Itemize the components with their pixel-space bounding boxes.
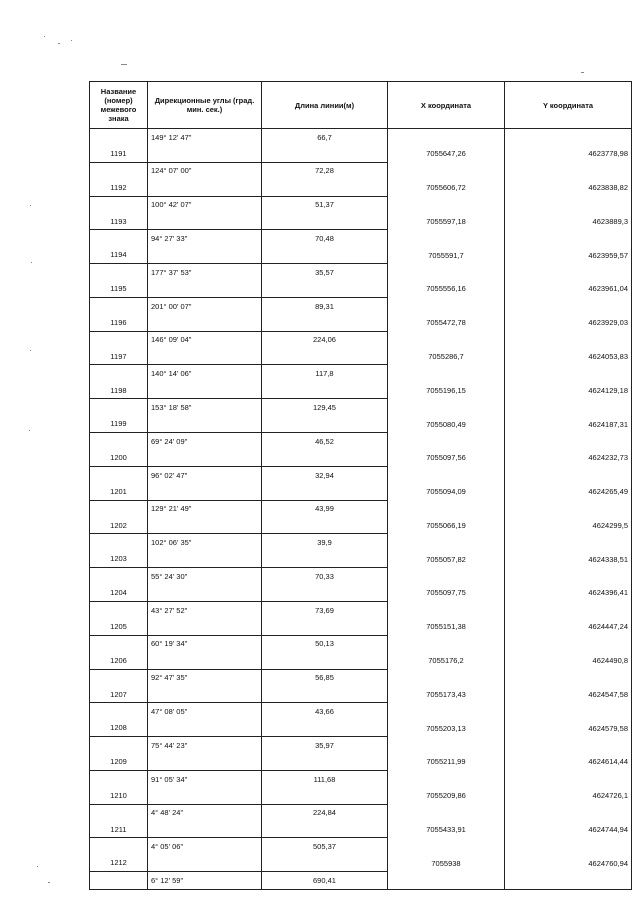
line-length-cell: 73,69 — [262, 601, 388, 618]
empty-cell — [505, 297, 632, 314]
point-row — [90, 145, 632, 162]
segment-row — [90, 196, 632, 213]
empty-cell — [388, 365, 505, 382]
empty-cell — [148, 382, 262, 399]
empty-cell — [148, 753, 262, 770]
segment-row — [90, 534, 632, 551]
empty-cell — [90, 872, 148, 889]
empty-cell — [505, 466, 632, 483]
empty-cell — [505, 331, 632, 348]
empty-cell — [148, 551, 262, 568]
empty-cell — [388, 297, 505, 314]
point-name-cell: 1212 — [90, 855, 148, 872]
line-length-cell: 111,68 — [262, 770, 388, 787]
y-coordinate-cell: 4623889,3 — [505, 213, 632, 230]
segment-row — [90, 230, 632, 247]
empty-cell — [148, 855, 262, 872]
empty-cell — [388, 230, 505, 247]
point-row — [90, 551, 632, 568]
direction-angle-cell: 149° 12' 47" — [148, 129, 262, 146]
point-row — [90, 618, 632, 635]
empty-cell — [148, 449, 262, 466]
x-coordinate-cell: 7055176,2 — [388, 652, 505, 669]
direction-angle-cell: 129° 21' 49" — [148, 500, 262, 517]
empty-cell — [148, 213, 262, 230]
empty-cell — [262, 247, 388, 264]
y-coordinate-cell: 4624614,44 — [505, 753, 632, 770]
x-coordinate-cell: 7055057,82 — [388, 551, 505, 568]
segment-row — [90, 838, 632, 855]
direction-angle-cell: 146° 09' 04" — [148, 331, 262, 348]
y-coordinate-cell: 4624338,51 — [505, 551, 632, 568]
empty-cell — [90, 669, 148, 686]
x-coordinate-cell: 7055209,86 — [388, 787, 505, 804]
direction-angle-cell: 43° 27' 52" — [148, 601, 262, 618]
empty-cell — [505, 365, 632, 382]
header-direction-angle: Дирекционные углы (град. мин. сек.) — [148, 82, 262, 129]
point-row — [90, 517, 632, 534]
segment-row — [90, 466, 632, 483]
empty-cell — [505, 264, 632, 281]
line-length-cell: 505,37 — [262, 838, 388, 855]
point-name-cell: 1193 — [90, 213, 148, 230]
header-line-length: Длина линии(м) — [262, 82, 388, 129]
empty-cell — [262, 618, 388, 635]
point-name-cell: 1192 — [90, 179, 148, 196]
y-coordinate-cell: 4624299,5 — [505, 517, 632, 534]
direction-angle-cell: 47° 08' 05" — [148, 703, 262, 720]
empty-cell — [262, 281, 388, 298]
segment-row — [90, 365, 632, 382]
empty-cell — [90, 770, 148, 787]
point-name-cell: 1204 — [90, 585, 148, 602]
empty-cell — [388, 129, 505, 146]
x-coordinate-cell: 7055080,49 — [388, 416, 505, 433]
point-name-cell: 1202 — [90, 517, 148, 534]
direction-angle-cell: 201° 00' 07" — [148, 297, 262, 314]
empty-cell — [90, 500, 148, 517]
empty-cell — [388, 534, 505, 551]
empty-cell — [148, 652, 262, 669]
direction-angle-cell: 100° 42' 07" — [148, 196, 262, 213]
empty-cell — [148, 483, 262, 500]
empty-cell — [388, 196, 505, 213]
point-row — [90, 483, 632, 500]
empty-cell — [388, 433, 505, 450]
y-coordinate-cell: 4623959,57 — [505, 247, 632, 264]
empty-cell — [505, 770, 632, 787]
empty-cell — [262, 517, 388, 534]
empty-cell — [262, 179, 388, 196]
x-coordinate-cell: 7055606,72 — [388, 179, 505, 196]
empty-cell — [262, 348, 388, 365]
point-row — [90, 281, 632, 298]
empty-cell — [262, 585, 388, 602]
direction-angle-cell: 69° 24' 09" — [148, 433, 262, 450]
empty-cell — [148, 517, 262, 534]
direction-angle-cell: 60° 19' 34" — [148, 635, 262, 652]
empty-cell — [90, 399, 148, 416]
segment-row — [90, 737, 632, 754]
empty-cell — [90, 804, 148, 821]
segment-row — [90, 635, 632, 652]
y-coordinate-cell: 4624726,1 — [505, 787, 632, 804]
empty-cell — [505, 196, 632, 213]
point-row — [90, 821, 632, 838]
empty-cell — [262, 720, 388, 737]
empty-cell — [148, 416, 262, 433]
header-y-coordinate: Y координата — [505, 82, 632, 129]
table-body — [90, 129, 632, 890]
point-name-cell: 1203 — [90, 551, 148, 568]
empty-cell — [388, 162, 505, 179]
empty-cell — [505, 568, 632, 585]
direction-angle-cell: 102° 06' 35" — [148, 534, 262, 551]
x-coordinate-cell: 7055203,13 — [388, 720, 505, 737]
y-coordinate-cell: 4624396,41 — [505, 585, 632, 602]
y-coordinate-cell: 4623838,82 — [505, 179, 632, 196]
segment-row — [90, 129, 632, 146]
empty-cell — [388, 264, 505, 281]
empty-cell — [505, 838, 632, 855]
segment-row — [90, 500, 632, 517]
direction-angle-cell: 124° 07' 00" — [148, 162, 262, 179]
empty-cell — [148, 145, 262, 162]
point-row — [90, 720, 632, 737]
line-length-cell: 43,66 — [262, 703, 388, 720]
empty-cell — [148, 720, 262, 737]
segment-row — [90, 264, 632, 281]
point-name-cell: 1201 — [90, 483, 148, 500]
x-coordinate-cell: 7055433,91 — [388, 821, 505, 838]
point-name-cell: 1195 — [90, 281, 148, 298]
empty-cell — [90, 433, 148, 450]
segment-row — [90, 669, 632, 686]
line-length-cell: 72,28 — [262, 162, 388, 179]
x-coordinate-cell: 7055151,38 — [388, 618, 505, 635]
empty-cell — [262, 686, 388, 703]
empty-cell — [388, 500, 505, 517]
empty-cell — [148, 821, 262, 838]
empty-cell — [90, 534, 148, 551]
empty-cell — [90, 601, 148, 618]
empty-cell — [505, 669, 632, 686]
empty-cell — [505, 399, 632, 416]
line-length-cell: 129,45 — [262, 399, 388, 416]
point-row — [90, 753, 632, 770]
line-length-cell: 224,84 — [262, 804, 388, 821]
empty-cell — [505, 230, 632, 247]
empty-cell — [148, 314, 262, 331]
point-row — [90, 314, 632, 331]
empty-cell — [505, 703, 632, 720]
empty-cell — [388, 872, 505, 889]
direction-angle-cell: 153° 18' 58" — [148, 399, 262, 416]
empty-cell — [388, 331, 505, 348]
point-row — [90, 213, 632, 230]
x-coordinate-cell: 7055597,18 — [388, 213, 505, 230]
point-name-cell: 1194 — [90, 247, 148, 264]
empty-cell — [90, 264, 148, 281]
y-coordinate-cell: 4623961,04 — [505, 281, 632, 298]
empty-cell — [262, 449, 388, 466]
empty-cell — [505, 129, 632, 146]
y-coordinate-cell: 4624760,94 — [505, 855, 632, 872]
empty-cell — [388, 399, 505, 416]
line-length-cell: 46,52 — [262, 433, 388, 450]
line-length-cell: 50,13 — [262, 635, 388, 652]
line-length-cell: 43,99 — [262, 500, 388, 517]
point-row — [90, 855, 632, 872]
point-row — [90, 787, 632, 804]
y-coordinate-cell: 4623778,98 — [505, 145, 632, 162]
y-coordinate-cell: 4624053,83 — [505, 348, 632, 365]
point-name-cell: 1206 — [90, 652, 148, 669]
empty-cell — [148, 247, 262, 264]
line-length-cell: 66,7 — [262, 129, 388, 146]
line-length-cell: 70,33 — [262, 568, 388, 585]
empty-cell — [90, 703, 148, 720]
empty-cell — [148, 281, 262, 298]
empty-cell — [90, 331, 148, 348]
x-coordinate-cell: 7055066,19 — [388, 517, 505, 534]
segment-row — [90, 804, 632, 821]
empty-cell — [262, 483, 388, 500]
y-coordinate-cell: 4624547,58 — [505, 686, 632, 703]
point-row — [90, 652, 632, 669]
point-row — [90, 382, 632, 399]
point-row — [90, 348, 632, 365]
segment-row — [90, 703, 632, 720]
empty-cell — [262, 145, 388, 162]
segment-row — [90, 568, 632, 585]
point-row — [90, 686, 632, 703]
empty-cell — [505, 635, 632, 652]
empty-cell — [388, 568, 505, 585]
point-name-cell: 1210 — [90, 787, 148, 804]
empty-cell — [388, 466, 505, 483]
empty-cell — [262, 855, 388, 872]
empty-cell — [262, 821, 388, 838]
empty-cell — [262, 753, 388, 770]
direction-angle-cell: 91° 05' 34" — [148, 770, 262, 787]
empty-cell — [262, 551, 388, 568]
segment-row — [90, 872, 632, 889]
empty-cell — [388, 838, 505, 855]
header-x-coordinate: X координата — [388, 82, 505, 129]
empty-cell — [505, 534, 632, 551]
x-coordinate-cell: 7055556,16 — [388, 281, 505, 298]
segment-row — [90, 433, 632, 450]
empty-cell — [505, 433, 632, 450]
header-point-name: Название (номер) межевого знака — [90, 82, 148, 129]
segment-row — [90, 601, 632, 618]
point-row — [90, 179, 632, 196]
x-coordinate-cell: 7055286,7 — [388, 348, 505, 365]
segment-row — [90, 162, 632, 179]
empty-cell — [262, 314, 388, 331]
point-name-cell: 1208 — [90, 720, 148, 737]
empty-cell — [90, 568, 148, 585]
direction-angle-cell: 177° 37' 53" — [148, 264, 262, 281]
y-coordinate-cell: 4624744,94 — [505, 821, 632, 838]
empty-cell — [148, 585, 262, 602]
point-row — [90, 585, 632, 602]
line-length-cell: 35,57 — [262, 264, 388, 281]
x-coordinate-cell: 7055647,26 — [388, 145, 505, 162]
point-row — [90, 416, 632, 433]
empty-cell — [148, 348, 262, 365]
empty-cell — [90, 162, 148, 179]
direction-angle-cell: 55° 24' 30" — [148, 568, 262, 585]
x-coordinate-cell: 7055211,99 — [388, 753, 505, 770]
x-coordinate-cell: 7055097,56 — [388, 449, 505, 466]
empty-cell — [505, 601, 632, 618]
direction-angle-cell: 75° 44' 23" — [148, 737, 262, 754]
direction-angle-cell: 140° 14' 06" — [148, 365, 262, 382]
empty-cell — [90, 466, 148, 483]
direction-angle-cell: 94° 27' 33" — [148, 230, 262, 247]
line-length-cell: 690,41 — [262, 872, 388, 889]
empty-cell — [262, 213, 388, 230]
line-length-cell: 39,9 — [262, 534, 388, 551]
point-name-cell: 1211 — [90, 821, 148, 838]
direction-angle-cell: 96° 02' 47" — [148, 466, 262, 483]
empty-cell — [90, 230, 148, 247]
empty-cell — [90, 129, 148, 146]
y-coordinate-cell: 4624490,8 — [505, 652, 632, 669]
line-length-cell: 89,31 — [262, 297, 388, 314]
point-name-cell: 1196 — [90, 314, 148, 331]
empty-cell — [90, 196, 148, 213]
empty-cell — [148, 179, 262, 196]
segment-row — [90, 331, 632, 348]
empty-cell — [262, 416, 388, 433]
empty-cell — [262, 382, 388, 399]
direction-angle-cell: 92° 47' 35" — [148, 669, 262, 686]
empty-cell — [148, 787, 262, 804]
point-row — [90, 449, 632, 466]
empty-cell — [388, 703, 505, 720]
point-name-cell: 1197 — [90, 348, 148, 365]
x-coordinate-cell: 7055591,7 — [388, 247, 505, 264]
line-length-cell: 35,97 — [262, 737, 388, 754]
empty-cell — [388, 770, 505, 787]
line-length-cell: 56,85 — [262, 669, 388, 686]
y-coordinate-cell: 4624232,73 — [505, 449, 632, 466]
x-coordinate-cell: 7055173,43 — [388, 686, 505, 703]
empty-cell — [505, 162, 632, 179]
point-name-cell: 1200 — [90, 449, 148, 466]
x-coordinate-cell: 7055097,75 — [388, 585, 505, 602]
empty-cell — [90, 737, 148, 754]
direction-angle-cell: 4° 48' 24" — [148, 804, 262, 821]
boundary-coordinates-table — [89, 81, 632, 890]
empty-cell — [262, 787, 388, 804]
empty-cell — [505, 872, 632, 889]
empty-cell — [505, 500, 632, 517]
empty-cell — [388, 804, 505, 821]
empty-cell — [388, 635, 505, 652]
point-name-cell: 1209 — [90, 753, 148, 770]
empty-cell — [90, 838, 148, 855]
point-name-cell: 1199 — [90, 416, 148, 433]
empty-cell — [90, 635, 148, 652]
line-length-cell: 117,8 — [262, 365, 388, 382]
empty-cell — [262, 652, 388, 669]
empty-cell — [388, 601, 505, 618]
point-row — [90, 247, 632, 264]
empty-cell — [90, 365, 148, 382]
line-length-cell: 51,37 — [262, 196, 388, 213]
empty-cell — [90, 297, 148, 314]
table-header-row — [90, 82, 632, 129]
y-coordinate-cell: 4624187,31 — [505, 416, 632, 433]
x-coordinate-cell: 7055938 — [388, 855, 505, 872]
y-coordinate-cell: 4624129,18 — [505, 382, 632, 399]
direction-angle-cell: 4° 05' 06" — [148, 838, 262, 855]
y-coordinate-cell: 4624447,24 — [505, 618, 632, 635]
x-coordinate-cell: 7055196,15 — [388, 382, 505, 399]
empty-cell — [388, 737, 505, 754]
direction-angle-cell: 6° 12' 59" — [148, 872, 262, 889]
point-name-cell: 1207 — [90, 686, 148, 703]
empty-cell — [148, 618, 262, 635]
point-name-cell: 1191 — [90, 145, 148, 162]
y-coordinate-cell: 4623929,03 — [505, 314, 632, 331]
x-coordinate-cell: 7055094,09 — [388, 483, 505, 500]
segment-row — [90, 770, 632, 787]
empty-cell — [505, 804, 632, 821]
empty-cell — [505, 737, 632, 754]
empty-cell — [388, 669, 505, 686]
point-name-cell: 1205 — [90, 618, 148, 635]
y-coordinate-cell: 4624579,58 — [505, 720, 632, 737]
segment-row — [90, 297, 632, 314]
segment-row — [90, 399, 632, 416]
point-name-cell: 1198 — [90, 382, 148, 399]
line-length-cell: 32,94 — [262, 466, 388, 483]
y-coordinate-cell: 4624265,49 — [505, 483, 632, 500]
empty-cell — [148, 686, 262, 703]
line-length-cell: 224,06 — [262, 331, 388, 348]
line-length-cell: 70,48 — [262, 230, 388, 247]
x-coordinate-cell: 7055472,78 — [388, 314, 505, 331]
